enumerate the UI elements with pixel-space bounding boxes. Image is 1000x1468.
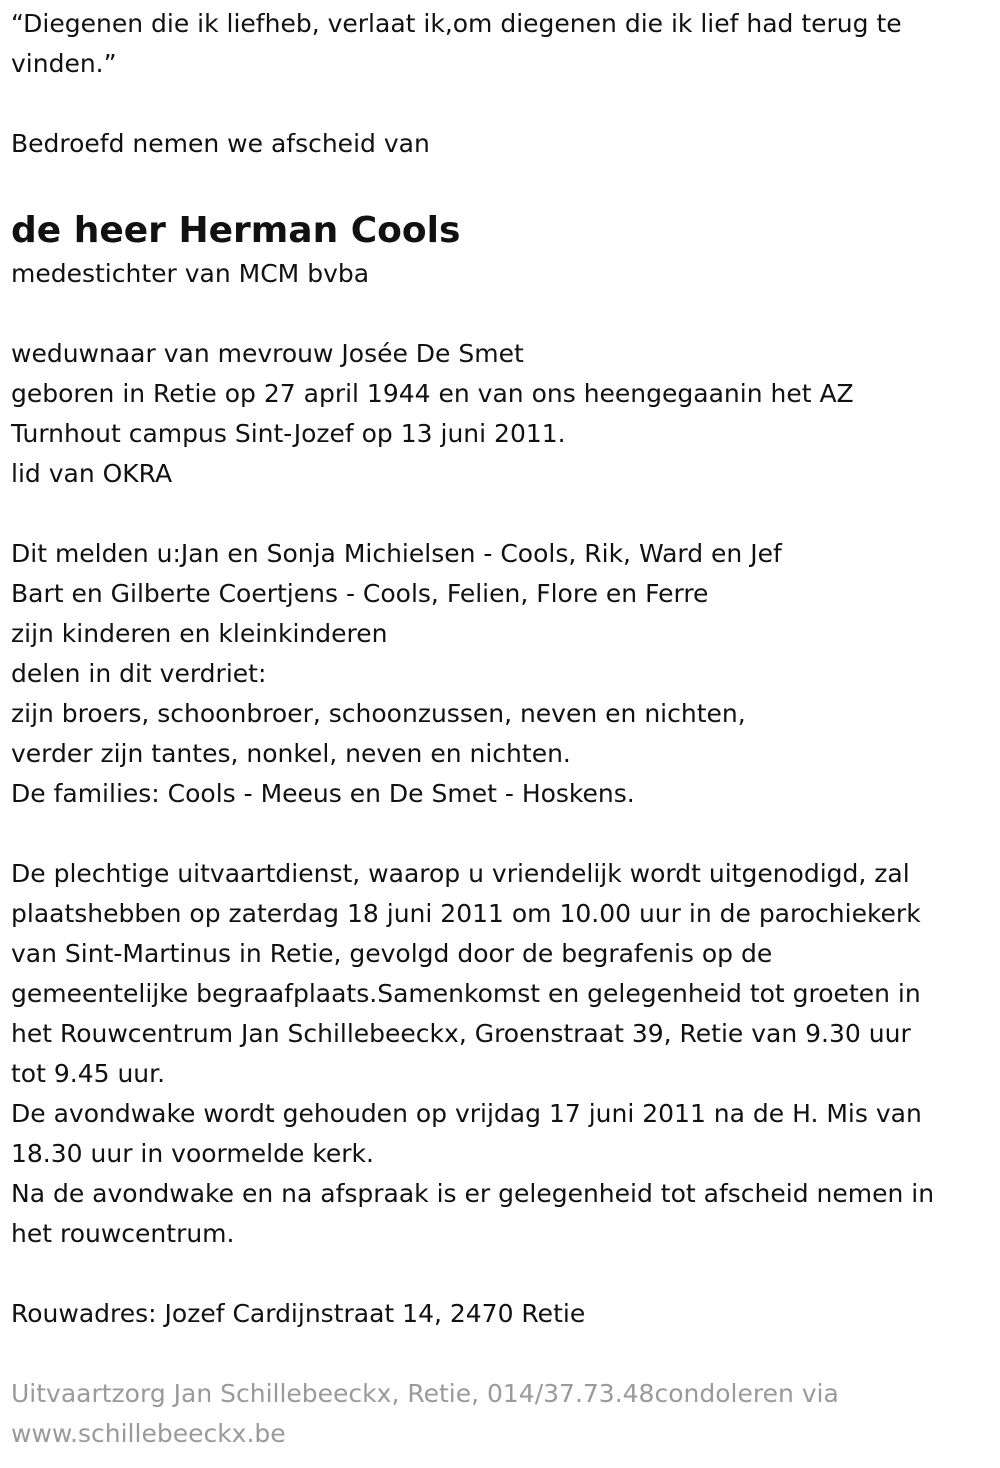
bio-line: weduwnaar van mevrouw Josée De Smet — [11, 339, 524, 368]
deceased-role: medestichter van MCM bvba — [11, 259, 370, 288]
quote-block — [11, 4, 1000, 84]
mourning-address: Rouwadres: Jozef Cardijnstraat 14, 2470 Retie — [11, 1299, 586, 1328]
service-line: gemeentelijke begraafplaats.Samenkomst en gelegenheid tot groeten in — [11, 979, 921, 1008]
footer-block — [11, 1374, 1000, 1454]
family-line: delen in dit verdriet: — [11, 659, 267, 688]
family-line: Bart en Gilberte Coertjens - Cools, Felien, Flore en Ferre — [11, 579, 709, 608]
family-line: De families: Cools - Meeus en De Smet - Hoskens. — [11, 779, 635, 808]
footer-website: www.schillebeeckx.be — [11, 1419, 286, 1448]
bio-block — [11, 334, 1000, 494]
service-line: Na de avondwake en na afspraak is er gelegenheid tot afscheid nemen in — [11, 1179, 935, 1208]
obituary-page — [0, 4, 1000, 1454]
footer-line: Uitvaartzorg Jan Schillebeeckx, Retie, 014/37.73.48condoleren via — [11, 1379, 839, 1408]
service-line: plaatshebben op zaterdag 18 juni 2011 om 10.00 uur in de parochiekerk — [11, 899, 921, 928]
intro-text: Bedroefd nemen we afscheid van — [11, 129, 430, 158]
service-line: De avondwake wordt gehouden op vrijdag 17 juni 2011 na de H. Mis van — [11, 1099, 922, 1128]
deceased-name: de heer Herman Cools — [11, 210, 461, 251]
service-block — [11, 854, 1000, 1254]
bio-line: lid van OKRA — [11, 459, 173, 488]
service-line: De plechtige uitvaartdienst, waarop u vriendelijk wordt uitgenodigd, zal — [11, 859, 910, 888]
service-line: het rouwcentrum. — [11, 1219, 235, 1248]
service-line: 18.30 uur in voormelde kerk. — [11, 1139, 374, 1168]
service-line: van Sint-Martinus in Retie, gevolgd door de begrafenis op de — [11, 939, 773, 968]
quote-line: vinden.” — [11, 49, 117, 78]
quote-line: “Diegenen die ik liefheb, verlaat ik,om diegenen die ik lief had terug te — [11, 9, 902, 38]
family-line: zijn kinderen en kleinkinderen — [11, 619, 388, 648]
family-line: zijn broers, schoonbroer, schoonzussen, neven en nichten, — [11, 699, 746, 728]
family-line: Dit melden u:Jan en Sonja Michielsen - Cools, Rik, Ward en Jef — [11, 539, 782, 568]
family-block — [11, 534, 1000, 814]
bio-line: geboren in Retie op 27 april 1944 en van ons heengegaanin het AZ — [11, 379, 854, 408]
service-line: het Rouwcentrum Jan Schillebeeckx, Groenstraat 39, Retie van 9.30 uur — [11, 1019, 911, 1048]
bio-line: Turnhout campus Sint-Jozef op 13 juni 2011. — [11, 419, 566, 448]
service-line: tot 9.45 uur. — [11, 1059, 166, 1088]
family-line: verder zijn tantes, nonkel, neven en nichten. — [11, 739, 571, 768]
